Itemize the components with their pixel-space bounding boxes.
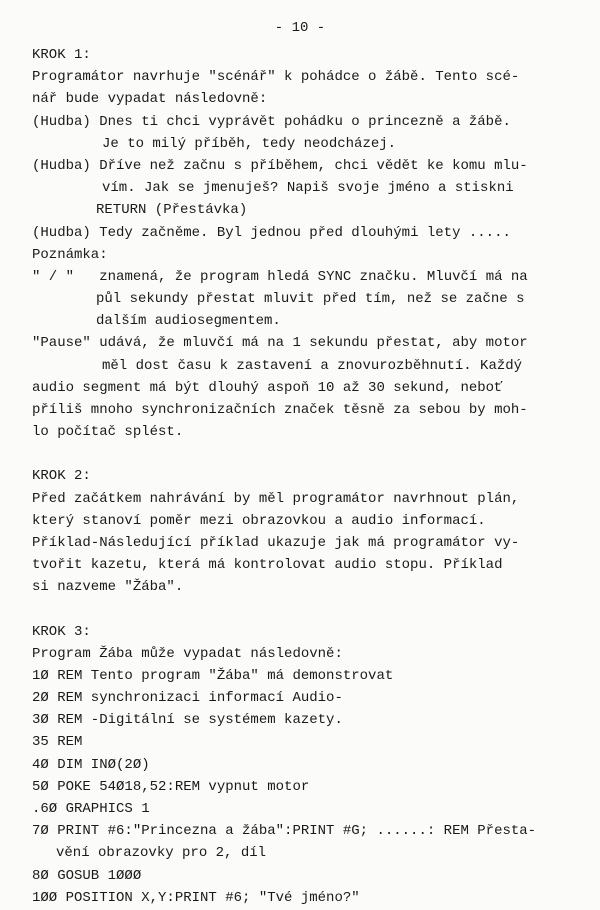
pause-text: audio segment má být dlouhý aspoň 10 až 30 sekund, neboť [32,379,503,396]
page-content [32,44,592,909]
krok3-heading: KROK 3: [32,623,91,640]
section-gap [32,443,592,465]
krok1-intro-line: Programátor navrhuje "scénář" k pohádce o žábě. Tento scé- [32,69,520,86]
note-heading: Poznámka: [32,246,108,263]
pause-text: příliš mnoho synchronizačních značek těsně za sebou by moh- [32,402,528,418]
note-text: dalším audiosegmentem. [96,313,281,330]
script-label: (Hudba) [32,224,91,241]
pause-text: lo počítač splést. [32,424,184,441]
script-text: Je to milý příběh, tedy neodcházej. [102,135,397,152]
krok2-text: tvořit kazetu, která má kontrolovat audio stopu. Příklad [32,557,503,574]
script-label: (Hudba) [32,157,91,174]
krok1-intro-line: nář bude vypadat následovně: [32,91,268,108]
pause-text: měl dost času k zastavení a znovurozběhnutí. Každý [102,357,523,374]
script-text: Dnes ti chci vyprávět pohádku o princezně a žábě. [99,113,511,130]
program-line: 2Ø REM synchronizaci informací Audio- [32,690,343,707]
section-gap [32,599,592,621]
script-text: Tedy začněme. Byl jednou před dlouhými lety ..... [99,224,511,241]
program-line: 35 REM [32,734,83,751]
pause-text: "Pause" udává, že mluvčí má na 1 sekundu přestat, aby motor [32,335,528,352]
program-line: 1Ø REM Tento program "Žába" má demonstrovat [32,667,394,684]
script-text: vím. Jak se jmenuješ? Napiš svoje jméno a stiskni [102,180,514,197]
page-number: - 10 - [274,20,326,36]
krok2-text: Před začátkem nahrávání by měl programátor navrhnout plán, [32,490,520,507]
program-line: 3Ø REM -Digitální se systémem kazety. [32,712,343,729]
script-label: (Hudba) [32,113,91,130]
script-item [32,222,592,244]
krok2-heading: KROK 2: [32,468,91,485]
program-line: 5Ø POKE 54Ø18,52:REM vypnut motor [32,778,310,795]
note-text: znamená, že program hledá SYNC značku. Mluvčí má na [99,268,528,285]
note-symbol: " / " [32,268,75,285]
script-item [32,111,592,133]
krok2-text: Příklad-Následující příklad ukazuje jak má programátor vy- [32,534,520,551]
note-text: půl sekundy přestat mluvit před tím, než se začne s [96,291,525,308]
krok2-text: který stanoví poměr mezi obrazovkou a audio informací. [32,512,486,529]
script-text: RETURN (Přestávka) [96,202,248,219]
program-line: 7Ø PRINT #6:"Princezna a žába":PRINT #G; ......: REM Přesta- [32,823,537,840]
krok3-intro: Program Žába může vypadat následovně: [32,645,343,662]
program-line: .6Ø GRAPHICS 1 [32,801,150,817]
script-text: Dříve než začnu s příběhem, chci vědět ke komu mlu- [99,157,528,174]
krok2-text: si nazveme "Žába". [32,579,184,596]
program-line: 1ØØ POSITION X,Y:PRINT #6; "Tvé jméno?" [32,889,360,906]
script-item [32,155,592,177]
note-line [32,266,592,288]
program-line: 4Ø DIM INØ(2Ø) [32,756,150,773]
program-line: 8Ø GOSUB 1ØØØ [32,867,142,884]
krok1-heading: KROK 1: [32,47,91,63]
program-line: vění obrazovky pro 2, díl [56,845,267,862]
